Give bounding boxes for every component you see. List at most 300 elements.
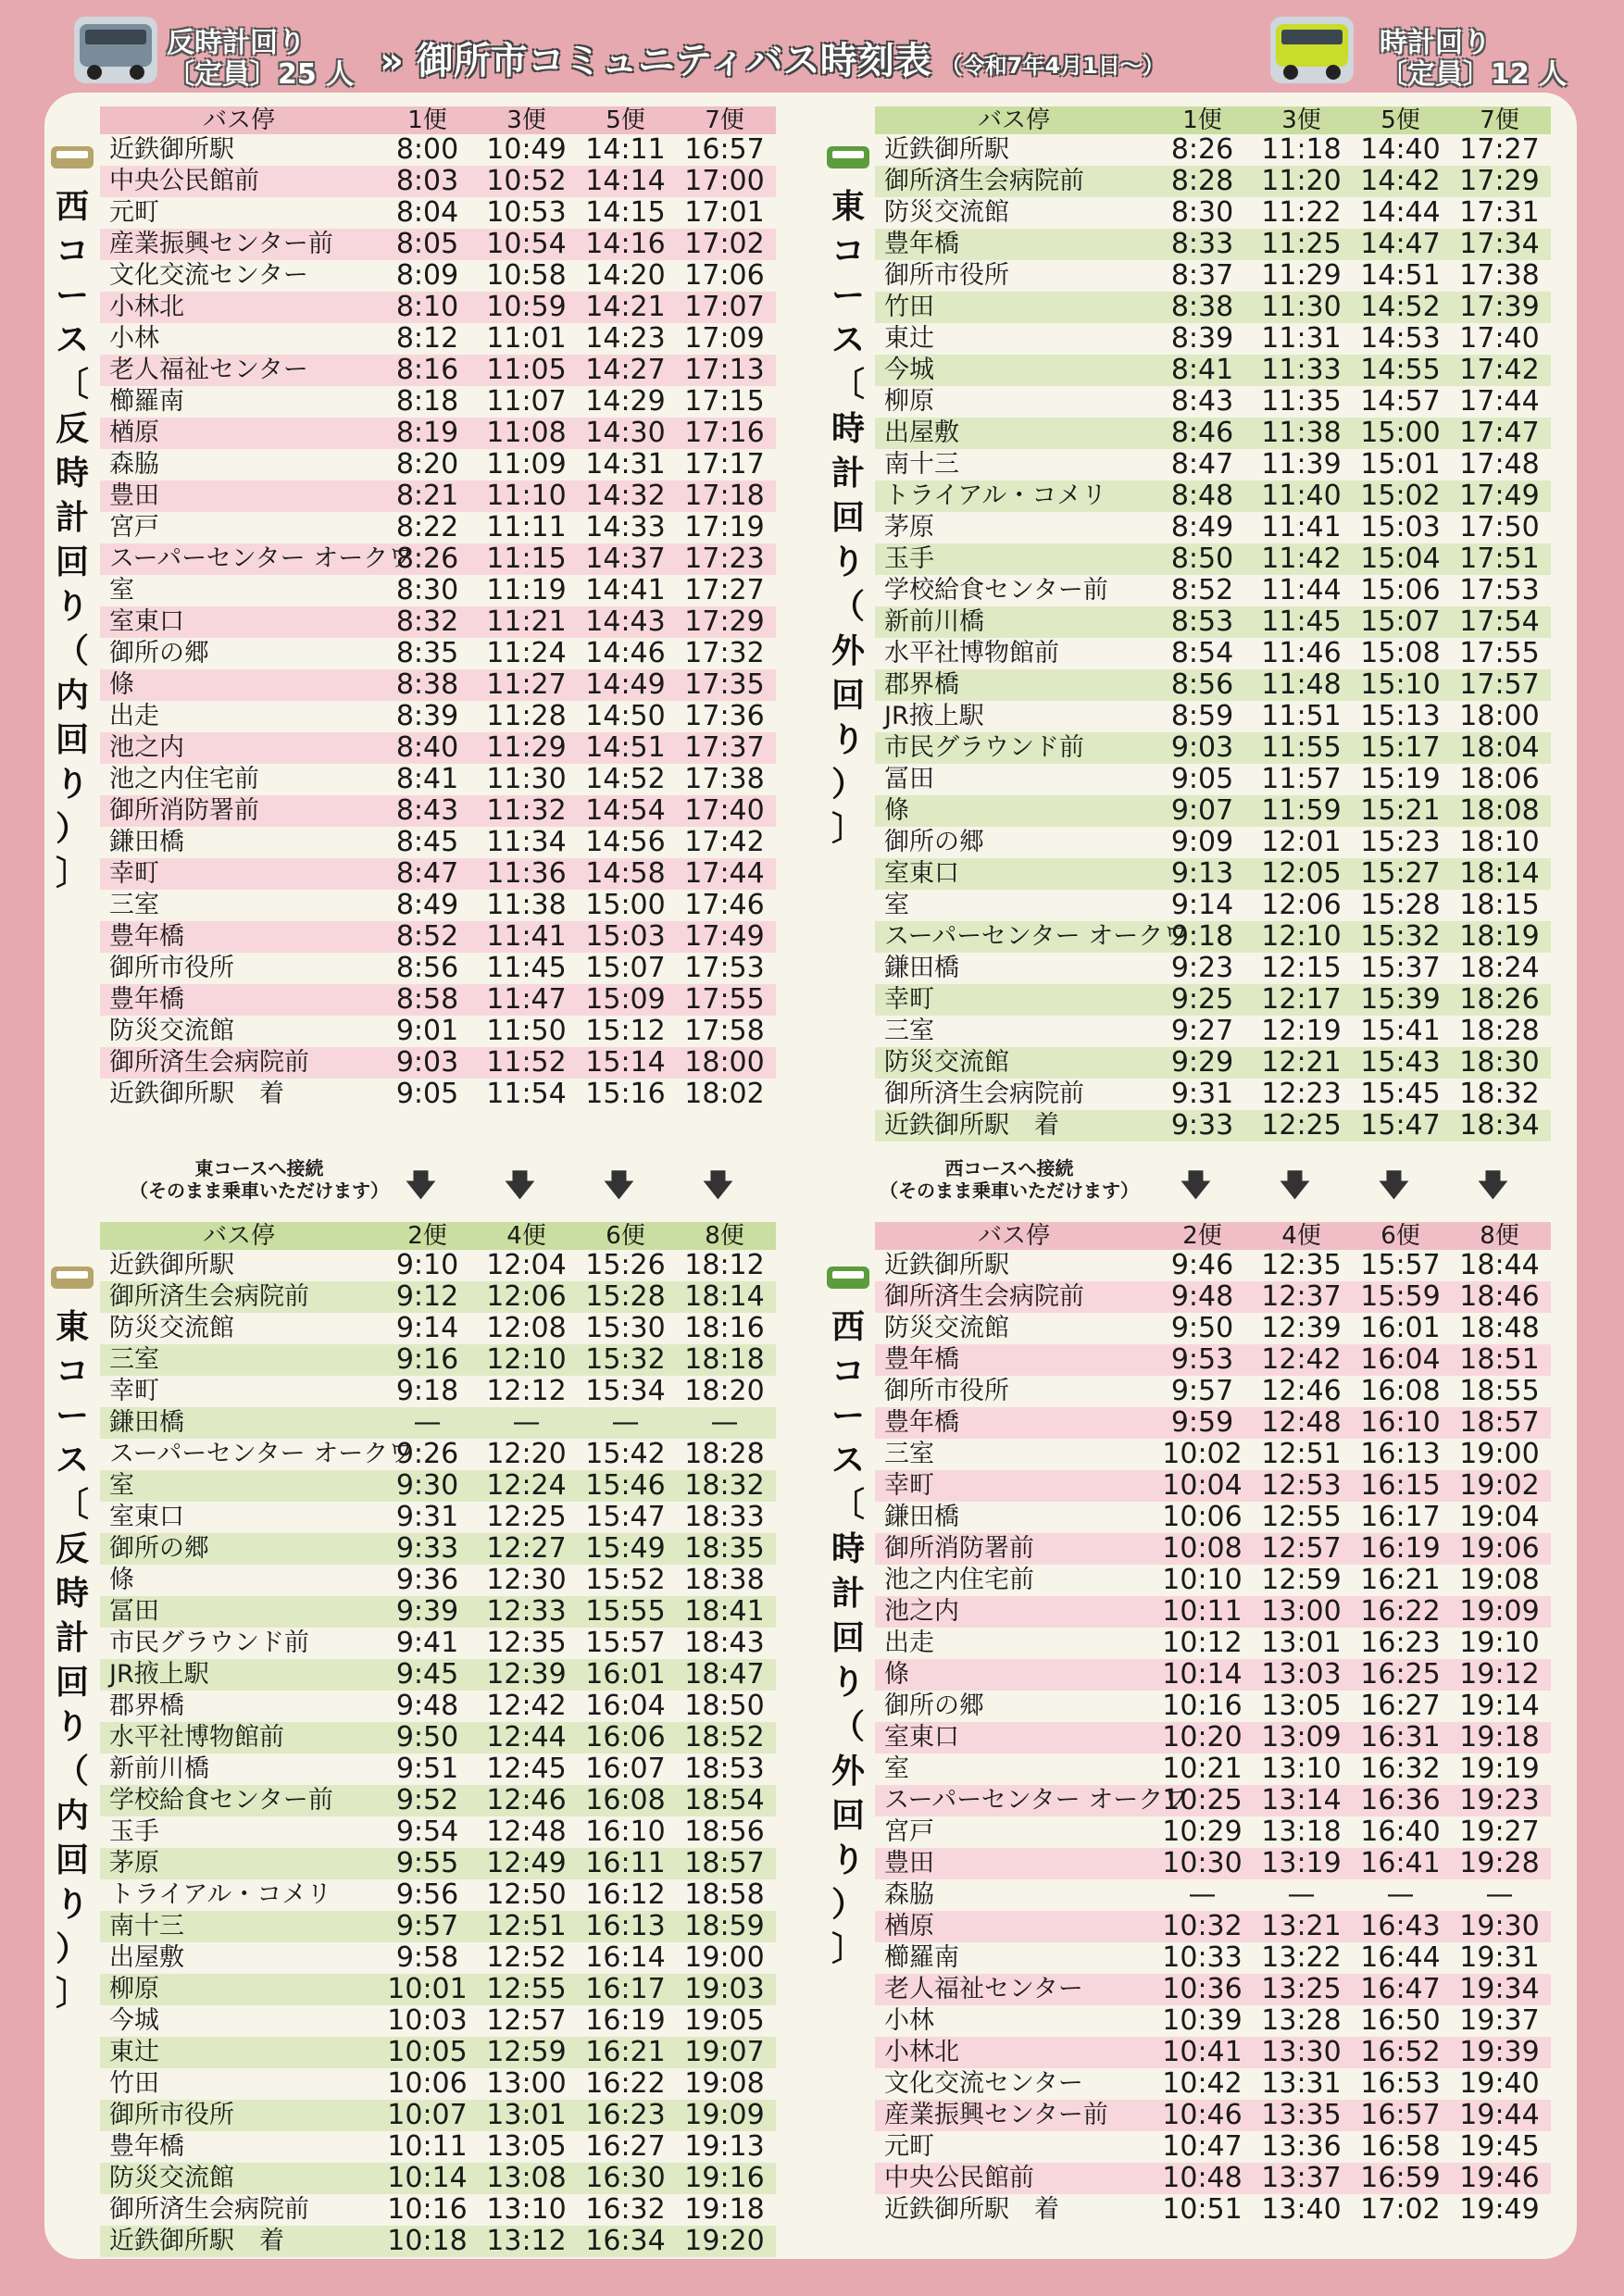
stop-name: 御所済生会病院前 [109,1048,309,1077]
departure-time: 18:59 [684,1910,765,1942]
column-header-trip: 2便 [407,1222,447,1250]
route-label-char: 回 [55,721,89,759]
departure-time: 19:39 [1459,2036,1540,2068]
departure-time: 12:01 [1261,826,1342,858]
stop-name: 中央公民館前 [109,167,259,195]
departure-time: 16:50 [1360,2004,1441,2037]
stop-name: 室 [109,576,134,605]
departure-time: 10:20 [1162,1721,1243,1753]
departure-time: 11:40 [1261,480,1342,512]
departure-time: 9:05 [1170,763,1234,795]
table-row [875,1250,1551,1281]
table-row [875,1816,1551,1848]
departure-time: 17:50 [1459,511,1540,543]
stop-name: 近鉄御所駅 [884,135,1009,164]
departure-time: 11:57 [1261,763,1342,795]
stop-name: 豊年橋 [109,922,184,951]
stop-name: 御所市役所 [109,954,234,982]
departure-time: 17:18 [684,480,765,512]
stop-name: 玉手 [109,1817,159,1846]
table-row [100,292,776,323]
departure-time: 18:26 [1459,983,1540,1016]
table-row [875,1439,1551,1470]
departure-time: 16:04 [585,1690,666,1722]
departure-time: 15:34 [585,1375,666,1407]
stop-name: 室東口 [109,607,184,636]
departure-time: 12:04 [486,1249,567,1281]
departure-time: 8:58 [395,983,459,1016]
departure-time: 8:56 [1170,668,1234,701]
route-label-char: （ [831,588,865,626]
departure-time: 10:14 [387,2162,468,2194]
departure-time: 9:48 [1170,1280,1234,1313]
departure-time: 12:45 [486,1753,567,1785]
table-row [100,2068,776,2100]
departure-time: 18:35 [684,1532,765,1565]
departure-time: 19:27 [1459,1816,1540,1848]
departure-time: 9:23 [1170,952,1234,984]
departure-time: 17:54 [1459,605,1540,638]
departure-time: 12:59 [486,2036,567,2068]
departure-time: 15:42 [585,1438,666,1470]
table-row [100,1848,776,1879]
departure-time: 17:34 [1459,228,1540,260]
departure-time: 12:33 [486,1595,567,1628]
departure-time: 11:55 [1261,731,1342,764]
bus-icon-west-1 [51,146,94,168]
departure-time: 8:50 [1170,543,1234,575]
table-row [875,984,1551,1016]
table-row [100,1565,776,1596]
departure-time: 16:53 [1360,2067,1441,2100]
route-label-char: 反 [55,410,89,448]
departure-time: 10:41 [1162,2036,1243,2068]
departure-time: 8:21 [395,480,459,512]
stop-name: 茅原 [109,1849,159,1878]
departure-time: 8:41 [395,763,459,795]
table-row [875,575,1551,606]
departure-time: 12:51 [486,1910,567,1942]
stop-name: 御所市役所 [884,1377,1009,1405]
departure-time: 18:20 [684,1375,765,1407]
table-row [100,1942,776,1974]
stop-name: 産業振興センター前 [884,2101,1108,2129]
departure-time: 16:14 [585,1941,666,1974]
departure-time: 9:50 [395,1721,459,1753]
departure-time: 19:46 [1459,2162,1540,2194]
column-header-trip: 3便 [1281,106,1321,134]
page-title: » 御所市コミュニティバス時刻表 （令和7年4月1日〜） [380,40,1165,82]
stop-name: 東辻 [884,324,934,353]
departure-time: 14:21 [585,291,666,323]
table-row [875,701,1551,732]
departure-time: 16:01 [1360,1312,1441,1344]
departure-time: 12:50 [486,1878,567,1911]
route-label-char: 〔 [55,1486,89,1524]
departure-time: 15:04 [1360,543,1441,575]
down-arrow-icon: 🡇 [703,1167,733,1203]
departure-time: 8:52 [395,920,459,953]
column-header-trip: 8便 [705,1222,744,1250]
column-header-stop: バス停 [977,1222,1050,1250]
departure-time: 8:37 [1170,259,1234,292]
departure-time: 13:12 [486,2225,567,2257]
departure-time: 15:39 [1360,983,1441,1016]
route-label-char: り [831,1841,865,1879]
departure-time: 8:38 [1170,291,1234,323]
departure-time: 9:07 [1170,794,1234,827]
departure-time: 17:47 [1459,417,1540,449]
departure-time: 12:55 [1261,1501,1342,1533]
departure-time: 13:35 [1261,2099,1342,2131]
departure-time: 8:04 [395,196,459,229]
departure-time: 14:16 [585,228,666,260]
departure-time: 15:09 [585,983,666,1016]
departure-time: 9:05 [395,1078,459,1110]
route-label-char: 時 [831,410,865,448]
departure-time: 11:22 [1261,196,1342,229]
departure-time: 15:30 [585,1312,666,1344]
departure-time: 17:09 [684,322,765,355]
stop-name: 近鉄御所駅 着 [884,2195,1059,2224]
table-row [100,890,776,921]
table-row [875,323,1551,355]
departure-time: 15:45 [1360,1078,1441,1110]
stop-name: 豊年橋 [884,230,959,258]
route-label-char: 回 [831,499,865,537]
stop-name: 御所の郷 [884,828,984,856]
departure-time: 15:23 [1360,826,1441,858]
stop-name: 條 [109,1566,134,1594]
departure-time: 12:12 [486,1375,567,1407]
table-row [100,386,776,418]
departure-time: 16:57 [1360,2099,1441,2131]
departure-time: 10:16 [1162,1690,1243,1722]
timetable-east-counterclockwise-2 [100,1222,776,2257]
departure-time: 9:25 [1170,983,1234,1016]
departure-time: 17:46 [684,889,765,921]
table-row [100,2037,776,2068]
departure-time: 16:47 [1360,1973,1441,2005]
departure-time: 13:37 [1261,2162,1342,2194]
table-row [100,1911,776,1942]
stop-name: 防災交流館 [109,2164,234,2192]
departure-time: 19:44 [1459,2099,1540,2131]
table-row [875,1344,1551,1376]
departure-time: 16:17 [1360,1501,1441,1533]
departure-time: 15:01 [1360,448,1441,480]
table-row [100,1281,776,1313]
table-row [875,1659,1551,1691]
departure-time: 17:17 [684,448,765,480]
departure-time: 13:01 [1261,1627,1342,1659]
bus-icon-west-2 [827,1267,869,1289]
departure-time: 19:13 [684,2130,765,2163]
departure-time: 10:42 [1162,2067,1243,2100]
departure-time: 19:20 [684,2225,765,2257]
departure-time: 16:30 [585,2162,666,2194]
departure-time: 8:56 [395,952,459,984]
departure-time: 15:14 [585,1046,666,1079]
departure-time: 11:50 [486,1015,567,1047]
departure-time: 9:39 [395,1595,459,1628]
departure-time: 16:11 [585,1847,666,1879]
departure-time: 11:19 [486,574,567,606]
departure-time: 12:46 [1261,1375,1342,1407]
departure-time: 11:25 [1261,228,1342,260]
departure-time: 12:39 [486,1658,567,1691]
departure-time: 17:49 [1459,480,1540,512]
departure-time: 13:10 [1261,1753,1342,1785]
stop-name: 御所済生会病院前 [884,1079,1084,1108]
stop-name: 室東口 [884,1723,959,1752]
table-row [875,1376,1551,1407]
departure-time: 18:10 [1459,826,1540,858]
departure-time: 14:15 [585,196,666,229]
route-label-bl [49,1305,95,2016]
departure-time: 19:28 [1459,1847,1540,1879]
departure-time: 15:16 [585,1078,666,1110]
stop-name: 冨田 [884,765,934,793]
departure-time: 11:11 [486,511,567,543]
column-header-trip: 7便 [1480,106,1519,134]
stop-name: 御所市役所 [109,2101,234,2129]
table-row [875,2163,1551,2194]
departure-time: 12:21 [1261,1046,1342,1079]
departure-time: 14:54 [585,794,666,827]
departure-time: 15:07 [585,952,666,984]
departure-time: — [1188,1878,1217,1911]
stop-name: 鎌田橋 [109,1408,184,1437]
departure-time: 10:53 [486,196,567,229]
table-row [875,1879,1551,1911]
departure-time: 9:14 [395,1312,459,1344]
departure-time: 9:26 [395,1438,459,1470]
departure-time: 10:12 [1162,1627,1243,1659]
table-row [100,1628,776,1659]
departure-time: 8:26 [395,543,459,575]
stop-name: 室東口 [884,859,959,888]
route-label-char: 〕 [831,810,865,848]
stop-name: 條 [884,796,909,825]
departure-time: 15:47 [585,1501,666,1533]
departure-time: 18:16 [684,1312,765,1344]
departure-time: 12:10 [486,1343,567,1376]
departure-time: 8:18 [395,385,459,418]
departure-time: 17:36 [684,700,765,732]
departure-time: 19:04 [1459,1501,1540,1533]
stop-name: 竹田 [109,2069,159,2098]
departure-time: 8:41 [1170,354,1234,386]
table-row [875,2131,1551,2163]
departure-time: 13:40 [1261,2193,1342,2226]
table-row [100,480,776,512]
departure-time: 16:27 [1360,1690,1441,1722]
departure-time: 8:39 [395,700,459,732]
departure-time: 13:31 [1261,2067,1342,2100]
departure-time: 17:55 [1459,637,1540,669]
departure-time: 13:05 [1261,1690,1342,1722]
departure-time: 8:33 [1170,228,1234,260]
stop-name: 出走 [884,1628,934,1657]
route-label-br [825,1305,871,1972]
table-row [100,575,776,606]
departure-time: 13:25 [1261,1973,1342,2005]
stop-name: 豊田 [109,481,159,510]
route-label-char: 〕 [55,1975,89,2013]
route-label-char: コ [831,232,865,270]
departure-time: 13:09 [1261,1721,1342,1753]
departure-time: 15:21 [1360,794,1441,827]
route-label-char: ） [55,1930,89,1968]
down-arrow-icon: 🡇 [1478,1167,1508,1203]
table-row [875,1974,1551,2005]
table-row [100,827,776,858]
stop-name: 御所済生会病院前 [884,1282,1084,1311]
departure-time: 9:31 [395,1501,459,1533]
departure-time: 13:36 [1261,2130,1342,2163]
table-row [875,1628,1551,1659]
departure-time: 9:57 [395,1910,459,1942]
departure-time: 12:24 [486,1469,567,1502]
departure-time: 14:37 [585,543,666,575]
stop-name: 新前川橋 [884,607,984,636]
route-label-char: ー [55,1397,89,1435]
departure-time: 15:13 [1360,700,1441,732]
column-header-stop: バス停 [977,106,1050,134]
stop-name: 條 [884,1660,909,1689]
route-label-char: （ [55,1753,89,1791]
departure-time: 14:41 [585,574,666,606]
departure-time: 11:38 [1261,417,1342,449]
departure-time: 11:08 [486,417,567,449]
departure-time: 12:25 [1261,1109,1342,1142]
stop-name: 近鉄御所駅 [884,1251,1009,1279]
bus-icon-east-2 [51,1267,94,1289]
departure-time: 12:53 [1261,1469,1342,1502]
departure-time: 15:41 [1360,1015,1441,1047]
column-header-trip: 5便 [606,106,645,134]
departure-time: 12:42 [486,1690,567,1722]
table-row [875,292,1551,323]
departure-time: 16:36 [1360,1784,1441,1816]
table-row [875,2194,1551,2226]
departure-time: 19:00 [1459,1438,1540,1470]
stop-name: 宮戸 [109,513,159,542]
route-label-char: り [831,1664,865,1702]
route-label-char: ス [831,1441,865,1479]
stop-name: 櫛羅南 [884,1943,959,1972]
departure-time: 9:50 [1170,1312,1234,1344]
stop-name: 防災交流館 [109,1314,234,1342]
timetable-east-clockwise-1 [875,106,1551,1142]
page-header [0,0,1624,97]
departure-time: 15:19 [1360,763,1441,795]
departure-time: 12:48 [1261,1406,1342,1439]
departure-time: 10:21 [1162,1753,1243,1785]
departure-time: 19:16 [684,2162,765,2194]
departure-time: 8:48 [1170,480,1234,512]
departure-time: — [710,1406,739,1439]
departure-time: 13:03 [1261,1658,1342,1691]
departure-time: 15:08 [1360,637,1441,669]
departure-time: 18:00 [1459,700,1540,732]
departure-time: 18:24 [1459,952,1540,984]
departure-time: 8:39 [1170,322,1234,355]
departure-time: 18:48 [1459,1312,1540,1344]
departure-time: 14:31 [585,448,666,480]
stop-name: 元町 [109,198,159,227]
departure-time: 8:35 [395,637,459,669]
stop-name: 幸町 [109,859,159,888]
route-label-char: コ [55,232,89,270]
stop-name: 宮戸 [884,1817,934,1846]
departure-time: 11:09 [486,448,567,480]
stop-name: 池之内住宅前 [884,1566,1034,1594]
table-row [100,858,776,890]
departure-time: 12:23 [1261,1078,1342,1110]
departure-time: 10:06 [387,2067,468,2100]
departure-time: 16:52 [1360,2036,1441,2068]
departure-time: 16:12 [585,1878,666,1911]
table-row [100,449,776,480]
departure-time: 8:30 [395,574,459,606]
departure-time: 15:02 [1360,480,1441,512]
stop-name: 元町 [884,2132,934,2161]
route-label-tr [825,185,871,852]
departure-time: 9:12 [395,1280,459,1313]
departure-time: 17:02 [1360,2193,1441,2226]
departure-time: 19:03 [684,1973,765,2005]
departure-time: 9:13 [1170,857,1234,890]
table-row [875,1016,1551,1047]
route-label-char: り [55,1886,89,1924]
timetable-west-counterclockwise-1 [100,106,776,1110]
route-label-char: コ [55,1353,89,1391]
route-label-char: り [55,1708,89,1746]
departure-time: 11:42 [1261,543,1342,575]
stop-name: 幸町 [884,985,934,1014]
departure-time: 9:41 [395,1627,459,1659]
departure-time: 14:40 [1360,133,1441,166]
departure-time: 13:10 [486,2193,567,2226]
down-arrow-icon: 🡇 [406,1167,436,1203]
route-label-char: 計 [831,455,865,493]
table-row [875,1722,1551,1753]
departure-time: 11:35 [1261,385,1342,418]
departure-time: 15:07 [1360,605,1441,638]
table-row [875,606,1551,638]
departure-time: 9:54 [395,1816,459,1848]
departure-time: 16:10 [1360,1406,1441,1439]
stop-name: 室東口 [109,1503,184,1531]
stop-name: 室 [109,1471,134,1500]
departure-time: 16:15 [1360,1469,1441,1502]
departure-time: 19:40 [1459,2067,1540,2100]
departure-time: 11:27 [486,668,567,701]
table-row [875,386,1551,418]
stop-name: 南十三 [109,1912,184,1940]
departure-time: 8:28 [1170,165,1234,197]
route-label-char: 外 [831,632,865,670]
departure-time: 15:43 [1360,1046,1441,1079]
departure-time: 13:00 [486,2067,567,2100]
table-row [100,1879,776,1911]
departure-time: 14:29 [585,385,666,418]
table-row [100,134,776,166]
departure-time: 10:25 [1162,1784,1243,1816]
departure-time: 8:40 [395,731,459,764]
